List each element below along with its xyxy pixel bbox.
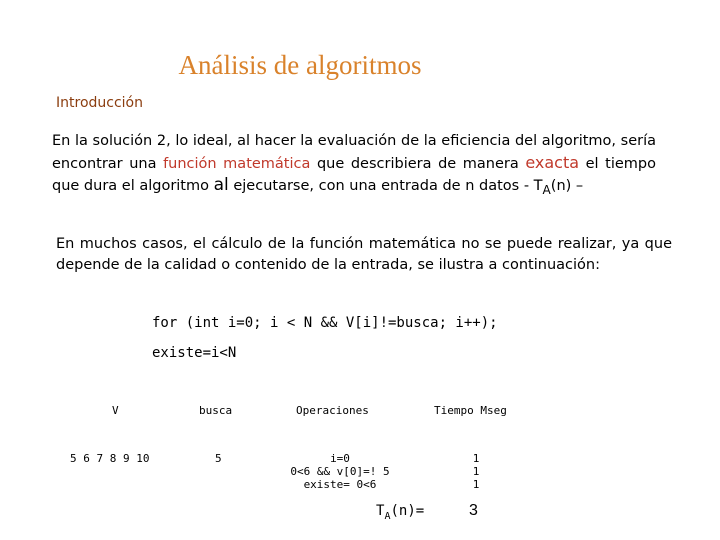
section-subtitle: Introducción xyxy=(56,95,143,111)
paragraph-intro-line-3 xyxy=(52,175,656,201)
header-operaciones: Operaciones xyxy=(296,404,369,417)
time-value: 1 xyxy=(472,465,480,478)
total-label-suffix: (n)= xyxy=(390,503,425,519)
text-segment: ejecutarse, con una entrada de n datos - T xyxy=(228,178,543,194)
header-busca: busca xyxy=(199,404,233,417)
total-label-prefix: T xyxy=(376,503,385,519)
operation-line: 0<6 && v[0]=! 5 xyxy=(290,465,390,478)
cell-v-value: 5 6 7 8 9 10 xyxy=(70,452,150,465)
subscript-a: A xyxy=(542,182,551,197)
total-value: 3 xyxy=(469,502,478,519)
text-segment: (n) – xyxy=(550,178,584,194)
paragraph-intro xyxy=(52,131,656,201)
cell-operations xyxy=(270,452,410,491)
paragraph-cases-line-1: En muchos casos, el cálculo de la función matemática no se puede realizar, ya que xyxy=(56,236,672,252)
paragraph-intro-line-2 xyxy=(52,152,656,175)
header-tiempo: Tiempo Mseg xyxy=(434,404,507,417)
highlight-exacta: exacta xyxy=(525,153,580,172)
text-segment: encontrar una xyxy=(52,156,164,172)
code-for-loop: for (int i=0; i < N && V[i]!=busca; i++); xyxy=(152,315,498,331)
operation-line: existe= 0<6 xyxy=(303,478,377,491)
paragraph-cases-line-2: depende de la calidad o contenido de la entrada, se ilustra a continuación: xyxy=(56,257,600,273)
code-existe: existe=i<N xyxy=(152,345,237,361)
time-value: 1 xyxy=(472,452,480,465)
text-segment: que dura el algoritmo xyxy=(52,178,214,194)
text-segment: el tiempo xyxy=(579,156,656,172)
operation-line: i=0 xyxy=(330,452,350,465)
time-value: 1 xyxy=(472,478,480,491)
slide-title: Análisis de algoritmos xyxy=(178,50,422,80)
total-label xyxy=(376,503,424,522)
highlight-funcion-matematica: función matemática xyxy=(163,156,311,172)
cell-times xyxy=(466,452,486,491)
cell-busca-value: 5 xyxy=(215,452,222,465)
paragraph-cases xyxy=(56,234,672,276)
header-v: V xyxy=(112,404,119,417)
total-label-sub: A xyxy=(384,510,391,522)
text-al: al xyxy=(213,175,229,195)
paragraph-intro-line-1: En la solución 2, lo ideal, al hacer la evaluación de la eficiencia del algoritmo, sería xyxy=(52,133,656,149)
text-segment: que describiera de manera xyxy=(310,156,526,172)
